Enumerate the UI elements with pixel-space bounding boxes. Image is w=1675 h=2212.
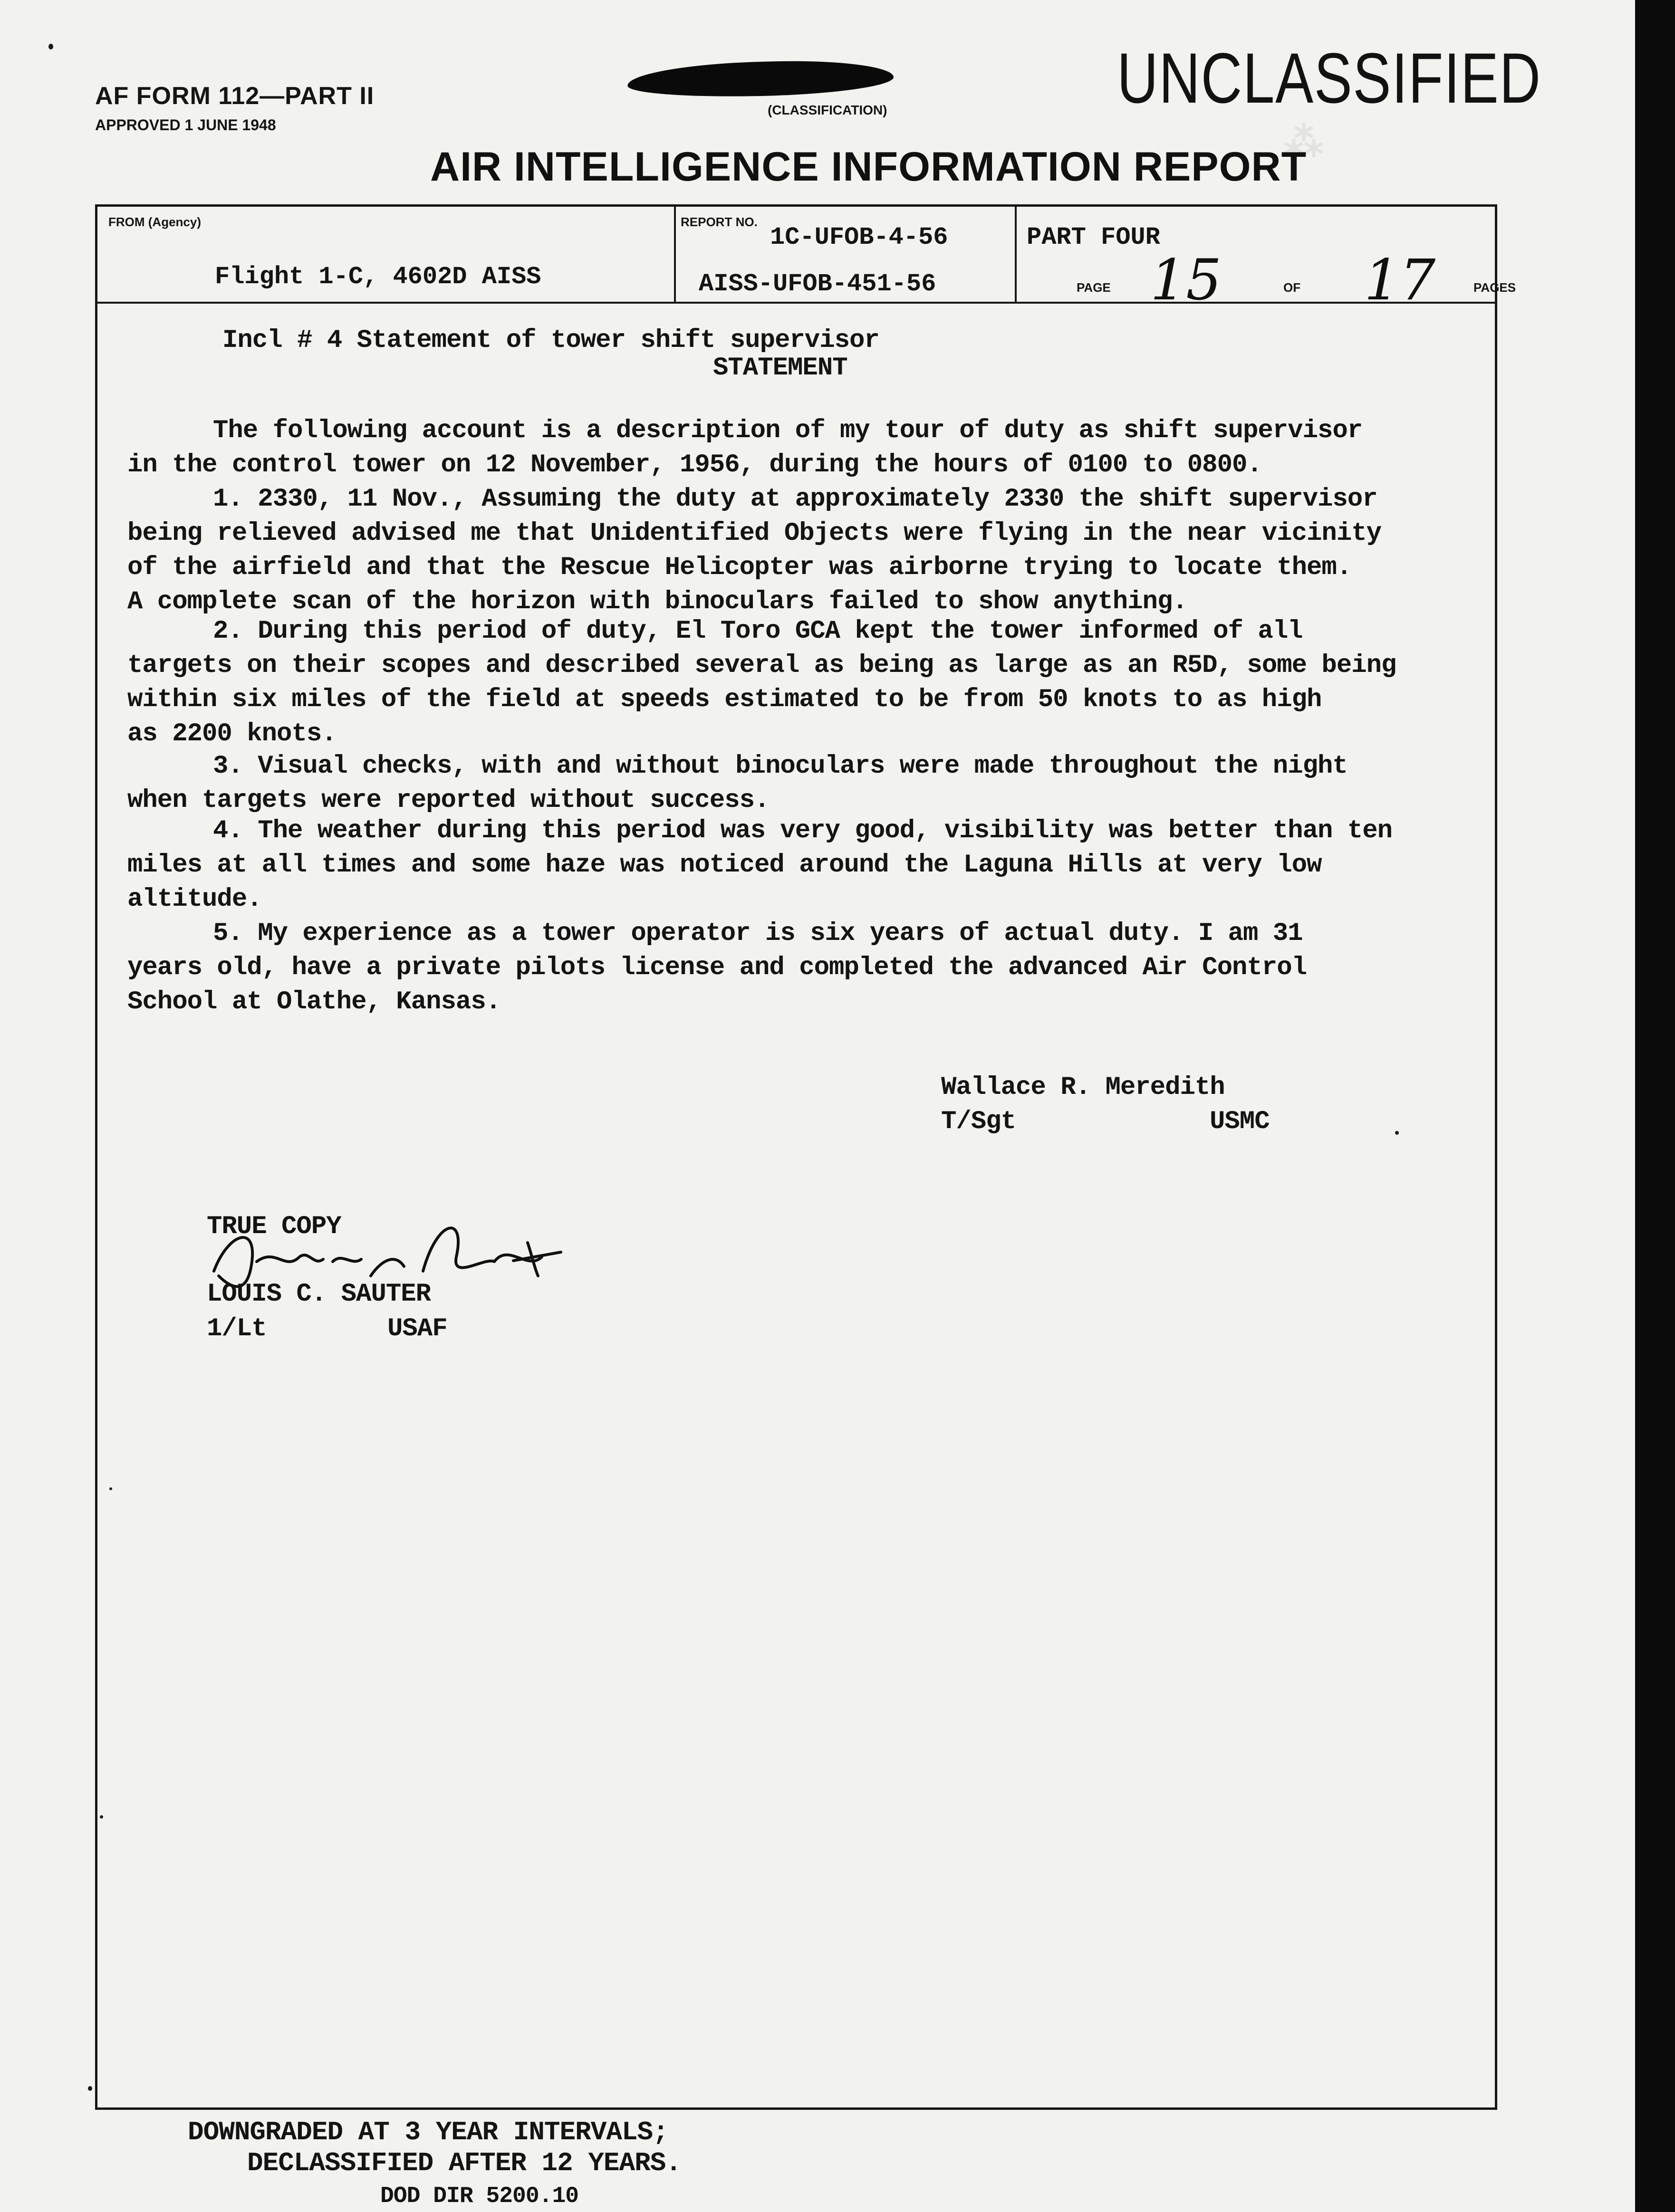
certifier-service: USAF	[387, 1314, 447, 1343]
true-copy-label: TRUE COPY	[207, 1212, 341, 1241]
scan-speck	[1395, 1131, 1399, 1135]
scan-edge	[1635, 0, 1675, 2212]
total-pages: 17	[1364, 247, 1436, 313]
form-identifier: AF FORM 112—PART II	[95, 82, 375, 110]
statement-heading: STATEMENT	[713, 354, 847, 383]
report-no-line2: AISS-UFOB-451-56	[699, 270, 936, 298]
body-line: miles at all times and some haze was noticed around the Laguna Hills at very low	[127, 851, 1322, 880]
of-label: OF	[1283, 280, 1301, 295]
report-title: AIR INTELLIGENCE INFORMATION REPORT	[430, 144, 1307, 190]
scan-speck	[109, 1487, 112, 1490]
from-label: FROM (Agency)	[108, 215, 201, 229]
form-approval-date: APPROVED 1 JUNE 1948	[95, 116, 276, 134]
body-line: 3. Visual checks, with and without binoculars were made throughout the night	[213, 752, 1348, 781]
body-line: in the control tower on 12 November, 1956, during the hours of 0100 to 0800.	[127, 450, 1262, 479]
body-line: 1. 2330, 11 Nov., Assuming the duty at approximately 2330 the shift supervisor	[213, 485, 1377, 514]
body-line: being relieved advised me that Unidentified Objects were flying in the near vicinity	[127, 519, 1382, 548]
body-line: when targets were reported without success.	[127, 786, 770, 815]
body-line: The following account is a description of my tour of duty as shift supervisor	[213, 416, 1363, 445]
report-no-line1: 1C-UFOB-4-56	[770, 223, 948, 251]
body-line: 4. The weather during this period was very good, visibility was better than ten	[213, 816, 1393, 845]
scan-speck	[88, 2086, 92, 2091]
signer-name: Wallace R. Meredith	[941, 1073, 1225, 1102]
column-divider-2	[1015, 204, 1017, 302]
classification-caption: (CLASSIFICATION)	[768, 103, 887, 117]
report-no-label: REPORT NO.	[681, 215, 758, 229]
scan-speck	[100, 1815, 103, 1819]
redaction-mark	[627, 58, 894, 100]
header-divider	[95, 302, 1497, 304]
body-line: of the airfield and that the Rescue Helicopter was airborne trying to locate them.	[127, 553, 1352, 582]
body-line: years old, have a private pilots license and completed the advanced Air Control	[127, 953, 1307, 982]
body-line: targets on their scopes and described several as being as large as an R5D, some being	[127, 651, 1396, 680]
column-divider-1	[674, 204, 676, 302]
page-number: 15	[1150, 247, 1222, 313]
downgrade-line-3: DOD DIR 5200.10	[380, 2183, 579, 2209]
certifier-name: LOUIS C. SAUTER	[207, 1280, 431, 1309]
classification-stamp: UNCLASSIFIED	[1117, 38, 1541, 118]
bleed-through-mark: ⁂	[1283, 120, 1324, 164]
from-value: Flight 1-C, 4602D AISS	[215, 263, 541, 291]
body-line: as 2200 knots.	[127, 719, 337, 748]
pages-label: PAGES	[1473, 280, 1516, 295]
inclosure-line: Incl # 4 Statement of tower shift supervisor	[222, 326, 879, 355]
body-line: School at Olathe, Kansas.	[127, 987, 501, 1016]
body-line: 5. My experience as a tower operator is six years of actual duty. I am 31	[213, 919, 1303, 948]
part-label: PART FOUR	[1027, 223, 1160, 251]
certifier-rank: 1/Lt	[207, 1314, 267, 1343]
downgrade-line-1: DOWNGRADED AT 3 YEAR INTERVALS;	[188, 2117, 668, 2147]
page-label: PAGE	[1077, 280, 1111, 295]
signer-rank: T/Sgt	[941, 1107, 1016, 1136]
body-line: altitude.	[127, 885, 262, 914]
body-line: A complete scan of the horizon with binoculars failed to show anything.	[127, 587, 1187, 616]
downgrade-line-2: DECLASSIFIED AFTER 12 YEARS.	[247, 2148, 681, 2178]
body-line: 2. During this period of duty, El Toro GCA kept the tower informed of all	[213, 617, 1303, 646]
body-line: within six miles of the field at speeds estimated to be from 50 knots to as high	[127, 685, 1322, 714]
scan-speck	[48, 44, 53, 49]
signer-service: USMC	[1210, 1107, 1270, 1136]
